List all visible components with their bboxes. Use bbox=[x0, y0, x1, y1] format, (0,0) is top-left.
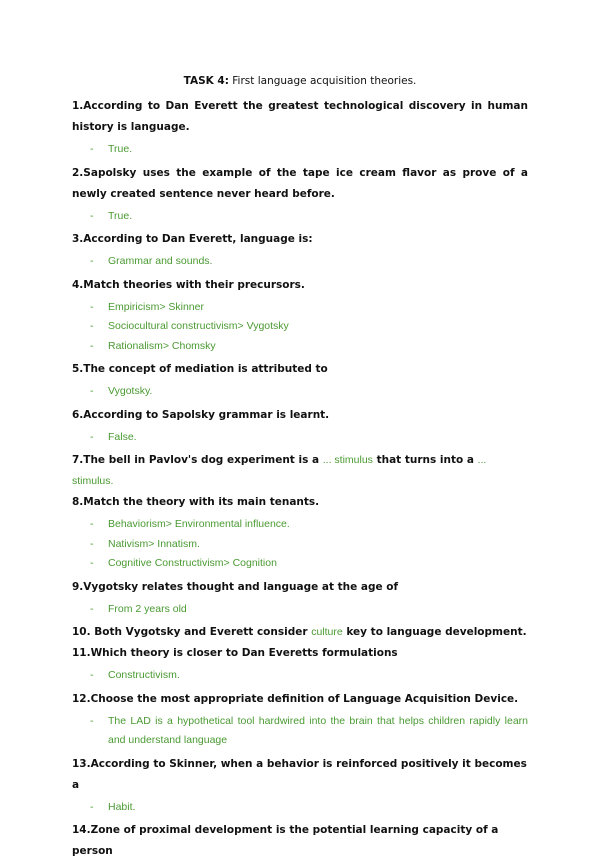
fill-word: culture bbox=[311, 626, 343, 638]
dash-bullet: - bbox=[90, 557, 94, 569]
dash-bullet: - bbox=[90, 255, 94, 267]
answers-3 bbox=[72, 252, 528, 272]
dash-bullet: - bbox=[90, 714, 94, 727]
dash-bullet: - bbox=[90, 385, 94, 397]
question-10: 10. Both Vygotsky and Everett consider culture key to language development. bbox=[72, 626, 527, 638]
fill-blank-2: ... stimulus. bbox=[72, 454, 487, 487]
dash-bullet: - bbox=[90, 300, 94, 313]
answers-8 bbox=[72, 515, 528, 574]
question-11: 11.Which theory is closer to Dan Everetts formulations bbox=[72, 647, 398, 659]
question-12: 12.Choose the most appropriate definition of Language Acquisition Device. bbox=[72, 692, 519, 705]
answer-item: - False. bbox=[72, 428, 528, 448]
question-1: 1.According to Dan Everett the greatest technological discovery in human history is language. bbox=[72, 100, 528, 133]
answer-item: - Cognitive Constructivism> Cognition bbox=[72, 554, 528, 574]
dash-bullet: - bbox=[90, 143, 94, 155]
answers-6 bbox=[72, 428, 528, 448]
question-6: 6.According to Sapolsky grammar is learnt. bbox=[72, 408, 330, 421]
question-2: 2.Sapolsky uses the example of the tape ice cream flavor as prove of a newly created sentence never heard before. bbox=[72, 166, 528, 200]
dash-bullet: - bbox=[90, 518, 94, 530]
dash-bullet: - bbox=[90, 602, 94, 615]
answers-13 bbox=[72, 798, 528, 818]
answer-item: - Vygotsky. bbox=[72, 382, 528, 402]
page-title bbox=[0, 74, 600, 88]
answer-item: - Habit. bbox=[72, 798, 528, 818]
question-13: 13.According to Skinner, when a behavior is reinforced positively it becomes a bbox=[72, 757, 527, 791]
answers-12 bbox=[72, 712, 528, 751]
question-7: 7.The bell in Pavlov's dog experiment is a ... stimulus that turns into a ... stimulus. bbox=[72, 454, 487, 487]
answers-2 bbox=[72, 207, 528, 227]
dash-bullet: - bbox=[90, 339, 94, 352]
answer-item: - Rationalism> Chomsky bbox=[72, 337, 528, 357]
answer-item: - Sociocultural constructivism> Vygotsky bbox=[72, 317, 528, 337]
answers-5 bbox=[72, 382, 528, 402]
answer-item: - The LAD is a hypothetical tool hardwired into the brain that helps children rapidly learn and understand language bbox=[72, 712, 528, 751]
dash-bullet: - bbox=[90, 209, 94, 222]
question-5: 5.The concept of mediation is attributed to bbox=[72, 363, 328, 375]
answers-1 bbox=[72, 140, 528, 160]
question-9: 9.Vygotsky relates thought and language at the age of bbox=[72, 580, 399, 593]
answer-item: - True. bbox=[72, 207, 528, 227]
answer-item: - True. bbox=[72, 140, 528, 160]
dash-bullet: - bbox=[90, 320, 94, 332]
answer-item: - Constructivism. bbox=[72, 666, 528, 686]
dash-bullet: - bbox=[90, 430, 94, 443]
answers-9 bbox=[72, 600, 528, 620]
question-4: 4.Match theories with their precursors. bbox=[72, 278, 305, 291]
question-list bbox=[72, 96, 528, 862]
answers-4 bbox=[72, 298, 528, 357]
title-label: TASK 4: bbox=[183, 75, 229, 87]
fill-blank-1: ... stimulus bbox=[322, 454, 373, 466]
answers-11 bbox=[72, 666, 528, 686]
dash-bullet: - bbox=[90, 800, 94, 813]
answer-item: - Nativism> Innatism. bbox=[72, 535, 528, 555]
answer-item: - Grammar and sounds. bbox=[72, 252, 528, 272]
question-3: 3.According to Dan Everett, language is: bbox=[72, 233, 313, 245]
answer-item: - From 2 years old bbox=[72, 600, 528, 620]
dash-bullet: - bbox=[90, 537, 94, 550]
answer-item: - Behaviorism> Environmental influence. bbox=[72, 515, 528, 535]
question-14: 14.Zone of proximal development is the potential learning capacity of a person bbox=[72, 824, 499, 857]
title-text: First language acquisition theories. bbox=[232, 75, 417, 87]
dash-bullet: - bbox=[90, 669, 94, 681]
question-8: 8.Match the theory with its main tenants. bbox=[72, 496, 320, 508]
answer-item: - Empiricism> Skinner bbox=[72, 298, 528, 318]
